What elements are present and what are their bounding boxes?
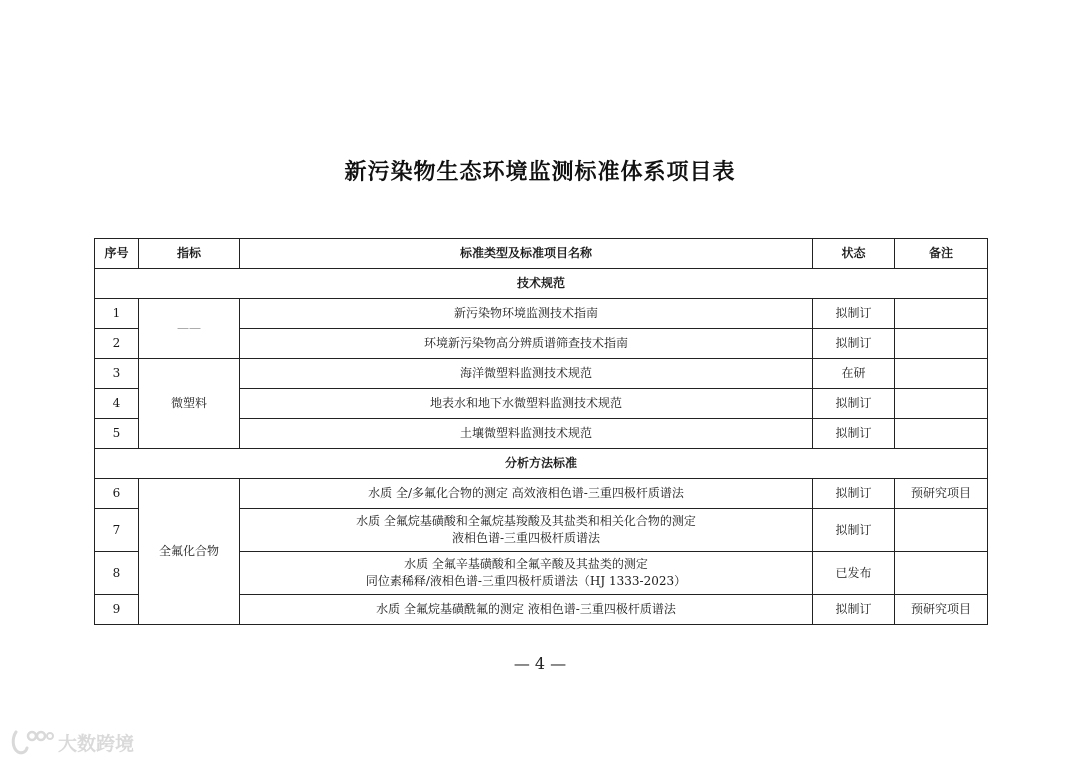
table-header-row (95, 239, 988, 269)
row-no: 1 (95, 299, 139, 329)
row-status: 拟制订 (813, 329, 895, 359)
brand-logo-icon (10, 728, 54, 756)
row-status: 拟制订 (813, 479, 895, 509)
table-row (95, 299, 988, 329)
row-no: 3 (95, 359, 139, 389)
row-standard-name: 环境新污染物高分辨质谱筛查技术指南 (240, 329, 813, 359)
page-title: 新污染物生态环境监测标准体系项目表 (344, 160, 736, 185)
name-line: 液相色谱-三重四极杆质谱法 (451, 531, 601, 545)
row-note (895, 389, 988, 419)
row-status: 在研 (813, 359, 895, 389)
indicator-cell: 微塑料 (139, 359, 240, 449)
row-standard-name: 海洋微塑料监测技术规范 (240, 359, 813, 389)
row-status: 拟制订 (813, 595, 895, 625)
name-line: 同位素稀释/液相色谱-三重四极杆质谱法（HJ 1333-2023） (365, 574, 687, 588)
row-note (895, 299, 988, 329)
row-no: 4 (95, 389, 139, 419)
row-status: 已发布 (813, 552, 895, 595)
row-status: 拟制订 (813, 299, 895, 329)
row-standard-name (240, 509, 813, 552)
row-note: 预研究项目 (895, 595, 988, 625)
section-row-analysis-methods (95, 449, 988, 479)
row-status: 拟制订 (813, 509, 895, 552)
row-no: 5 (95, 419, 139, 449)
watermark-text: 大数跨境 (58, 732, 135, 755)
row-standard-name: 水质 全氟烷基磺酰氟的测定 液相色谱-三重四极杆质谱法 (240, 595, 813, 625)
watermark (10, 728, 134, 756)
name-line: 水质 全氟辛基磺酸和全氟辛酸及其盐类的测定 (404, 557, 648, 571)
indicator-cell: 全氟化合物 (139, 479, 240, 625)
header-note: 备注 (895, 239, 988, 269)
row-no: 6 (95, 479, 139, 509)
row-note (895, 552, 988, 595)
row-standard-name: 水质 全/多氟化合物的测定 高效液相色谱-三重四极杆质谱法 (240, 479, 813, 509)
row-status: 拟制订 (813, 419, 895, 449)
section-title: 分析方法标准 (95, 449, 988, 479)
row-standard-name: 土壤微塑料监测技术规范 (240, 419, 813, 449)
row-note (895, 329, 988, 359)
standards-table (94, 238, 988, 625)
row-note (895, 419, 988, 449)
header-no: 序号 (95, 239, 139, 269)
row-standard-name (240, 552, 813, 595)
row-standard-name: 新污染物环境监测技术指南 (240, 299, 813, 329)
page-number: — 4 — (513, 654, 567, 673)
indicator-cell: —— (139, 299, 240, 359)
row-no: 2 (95, 329, 139, 359)
row-note (895, 359, 988, 389)
section-title: 技术规范 (95, 269, 988, 299)
section-row-technical-spec (95, 269, 988, 299)
table-row (95, 359, 988, 389)
row-note (895, 509, 988, 552)
header-indicator: 指标 (139, 239, 240, 269)
name-line: 水质 全氟烷基磺酸和全氟烷基羧酸及其盐类和相关化合物的测定 (356, 514, 696, 528)
row-no: 9 (95, 595, 139, 625)
header-name: 标准类型及标准项目名称 (240, 239, 813, 269)
table-row (95, 479, 988, 509)
row-status: 拟制订 (813, 389, 895, 419)
row-no: 8 (95, 552, 139, 595)
row-note: 预研究项目 (895, 479, 988, 509)
row-standard-name: 地表水和地下水微塑料监测技术规范 (240, 389, 813, 419)
header-status: 状态 (813, 239, 895, 269)
row-no: 7 (95, 509, 139, 552)
